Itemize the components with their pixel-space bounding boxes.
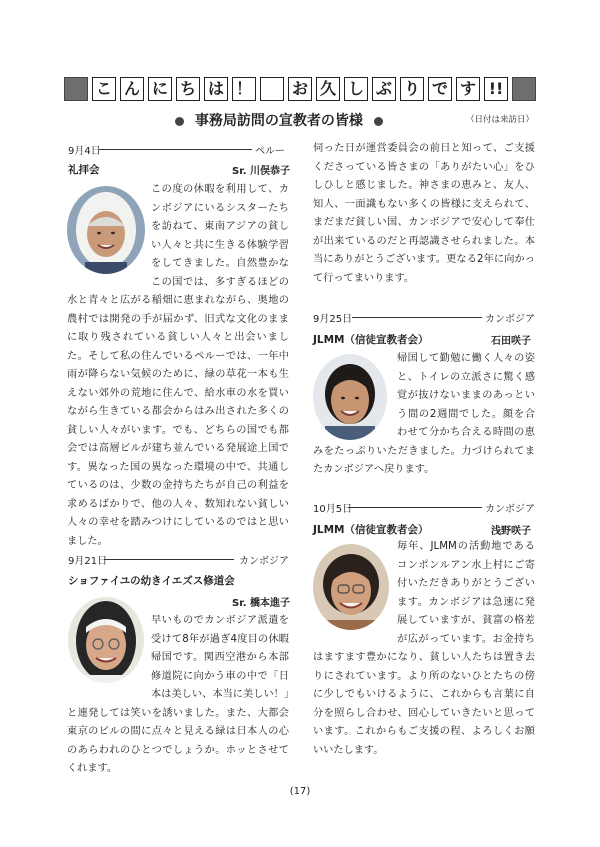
article-affiliation: JLMM（信徒宣教者会） <box>313 334 429 346</box>
page-number: (17) <box>289 786 311 797</box>
article-body <box>313 350 535 480</box>
article-body <box>67 181 289 551</box>
title-blank-box <box>260 77 284 101</box>
title-banner <box>64 77 538 103</box>
article-country: カンボジア <box>239 556 289 567</box>
title-char: お <box>288 77 312 101</box>
article-author: 石田咲子 <box>491 336 531 347</box>
header-rule <box>104 559 234 560</box>
article-country: ペルー <box>255 146 285 157</box>
title-char: ち <box>176 77 200 101</box>
article-affiliation: 礼拝会 <box>68 164 100 176</box>
title-char: り <box>400 77 424 101</box>
article-date: 10月5日 <box>313 504 353 515</box>
title-dark-box-right <box>512 77 536 101</box>
header-rule <box>348 507 482 508</box>
title-char: !! <box>484 77 508 101</box>
subtitle-text: 事務局訪問の宣教者の皆様 <box>194 113 363 129</box>
article-body-continued <box>313 140 535 288</box>
article-country: カンボジア <box>485 504 535 515</box>
title-dark-box-left <box>64 77 88 101</box>
title-char: こ <box>92 77 116 101</box>
photo-wrap-spacer <box>313 538 397 631</box>
article-affiliation: ショファイユの幼きイエズス修道会 <box>68 575 235 587</box>
article-date: 9月4日 <box>68 146 101 157</box>
article-author: Sr. 川俣恭子 <box>232 166 290 177</box>
title-char: す <box>456 77 480 101</box>
date-note: （日付は来訪日） <box>466 115 535 125</box>
article-author: Sr. 橋本進子 <box>232 598 290 609</box>
subtitle <box>175 110 383 130</box>
header-rule <box>99 149 252 150</box>
title-char: ん <box>120 77 144 101</box>
article-text: この度の休暇を利用して、カンボジアにいるシスターたちを訪ねて、東南アジアの貧しい人々と共に生きる体験学習をしてきました。自然豊かなこの国では、多すぎるほどの水と青々と広がる稲畑に恵まれながら、奥地の農村では開発の手が届かず、旧式な文化のままに取り残されている貧しい人々と出会いました。そして私の住んでいるペルーでは、一年中雨が降らない気候のために、緑の草花一本も生えない郊外の荒地に住んで、給水車の水を買いながら生きている都会からはみ出された多くの貧しい人々がいます。でも、どちらの国でも都会では高層ビルが建ち並んでいる発展途上国です。異なった国の異なった環境の中で、共通しているのは、少数の金持ちたちが自己の利益を求めるばかりで、他の人々、数知れない貧しい人々の幸せを踏みつけにしているのではと思いました。 <box>67 181 289 551</box>
title-char: し <box>344 77 368 101</box>
article-text: 伺った日が運営委員会の前日と知って、ご支援くださっている皆さまの「ありがたい心」をひしひしと感じました。神さまの恵みと、友人、知人、一面識もない多くの皆様に支えられて、まだまだ貧しい国、カンボジアで安心して奉仕が出来ているのだと再認識させられました。本当にありがとうございます。更なる2年に向かって行ってまいります。 <box>313 143 535 284</box>
bullet-icon <box>374 117 383 126</box>
article-author: 浅野咲子 <box>491 526 531 537</box>
bullet-icon <box>175 117 184 126</box>
article-affiliation: JLMM（信徒宣教者会） <box>313 524 429 536</box>
title-char: に <box>148 77 172 101</box>
article-body <box>67 612 289 779</box>
article-country: カンボジア <box>485 314 535 325</box>
title-char: ぶ <box>372 77 396 101</box>
photo-wrap-spacer <box>67 612 151 700</box>
article-text: 毎年、JLMMの活動地であるコンポンルアン水上村にご寄付いただきありがとうございます。カンボジアは急速に発展していますが、貧富の格差が広がっています。お金持ちはますます豊かになり、貧しい人たちは置き去りにされています。より所のないひとたちの傍に少しでもいけるように、これからも言葉に自分を照らし合わせ、回心していきたいと思っています。これからもご支援の程、よろしくお願いいたします。 <box>313 538 535 760</box>
article-body <box>313 538 535 760</box>
title-char: 久 <box>316 77 340 101</box>
photo-wrap-spacer <box>67 181 151 274</box>
article-date: 9月25日 <box>313 314 353 325</box>
article-text: 早いものでカンボジア派遣を受けて8年が過ぎ4度目の休暇帰国です。関西空港から本部修道院に向かう車の中で「日本は美しい、本当に美しい！」と連発しては笑いを誘いました。また、大都会東京のビルの間に点々と見える緑は日本人の心のあらわれのひとつでしょうか。ホッとさせてくれます。 <box>67 612 289 779</box>
article-date: 9月21日 <box>68 556 108 567</box>
photo-wrap-spacer <box>313 350 397 442</box>
title-char: ！ <box>232 77 256 101</box>
title-char: で <box>428 77 452 101</box>
article-text: 帰国して勤勉に働く人々の姿と、トイレの立派さに驚く感覚が抜けないままのあっという間の2週間でした。顔を合わせて分かち合える時間の恵みをたっぷりいただきました。力づけられてまたカンボジアへ戻ります。 <box>313 350 535 480</box>
header-rule <box>352 317 482 318</box>
title-char: は <box>204 77 228 101</box>
